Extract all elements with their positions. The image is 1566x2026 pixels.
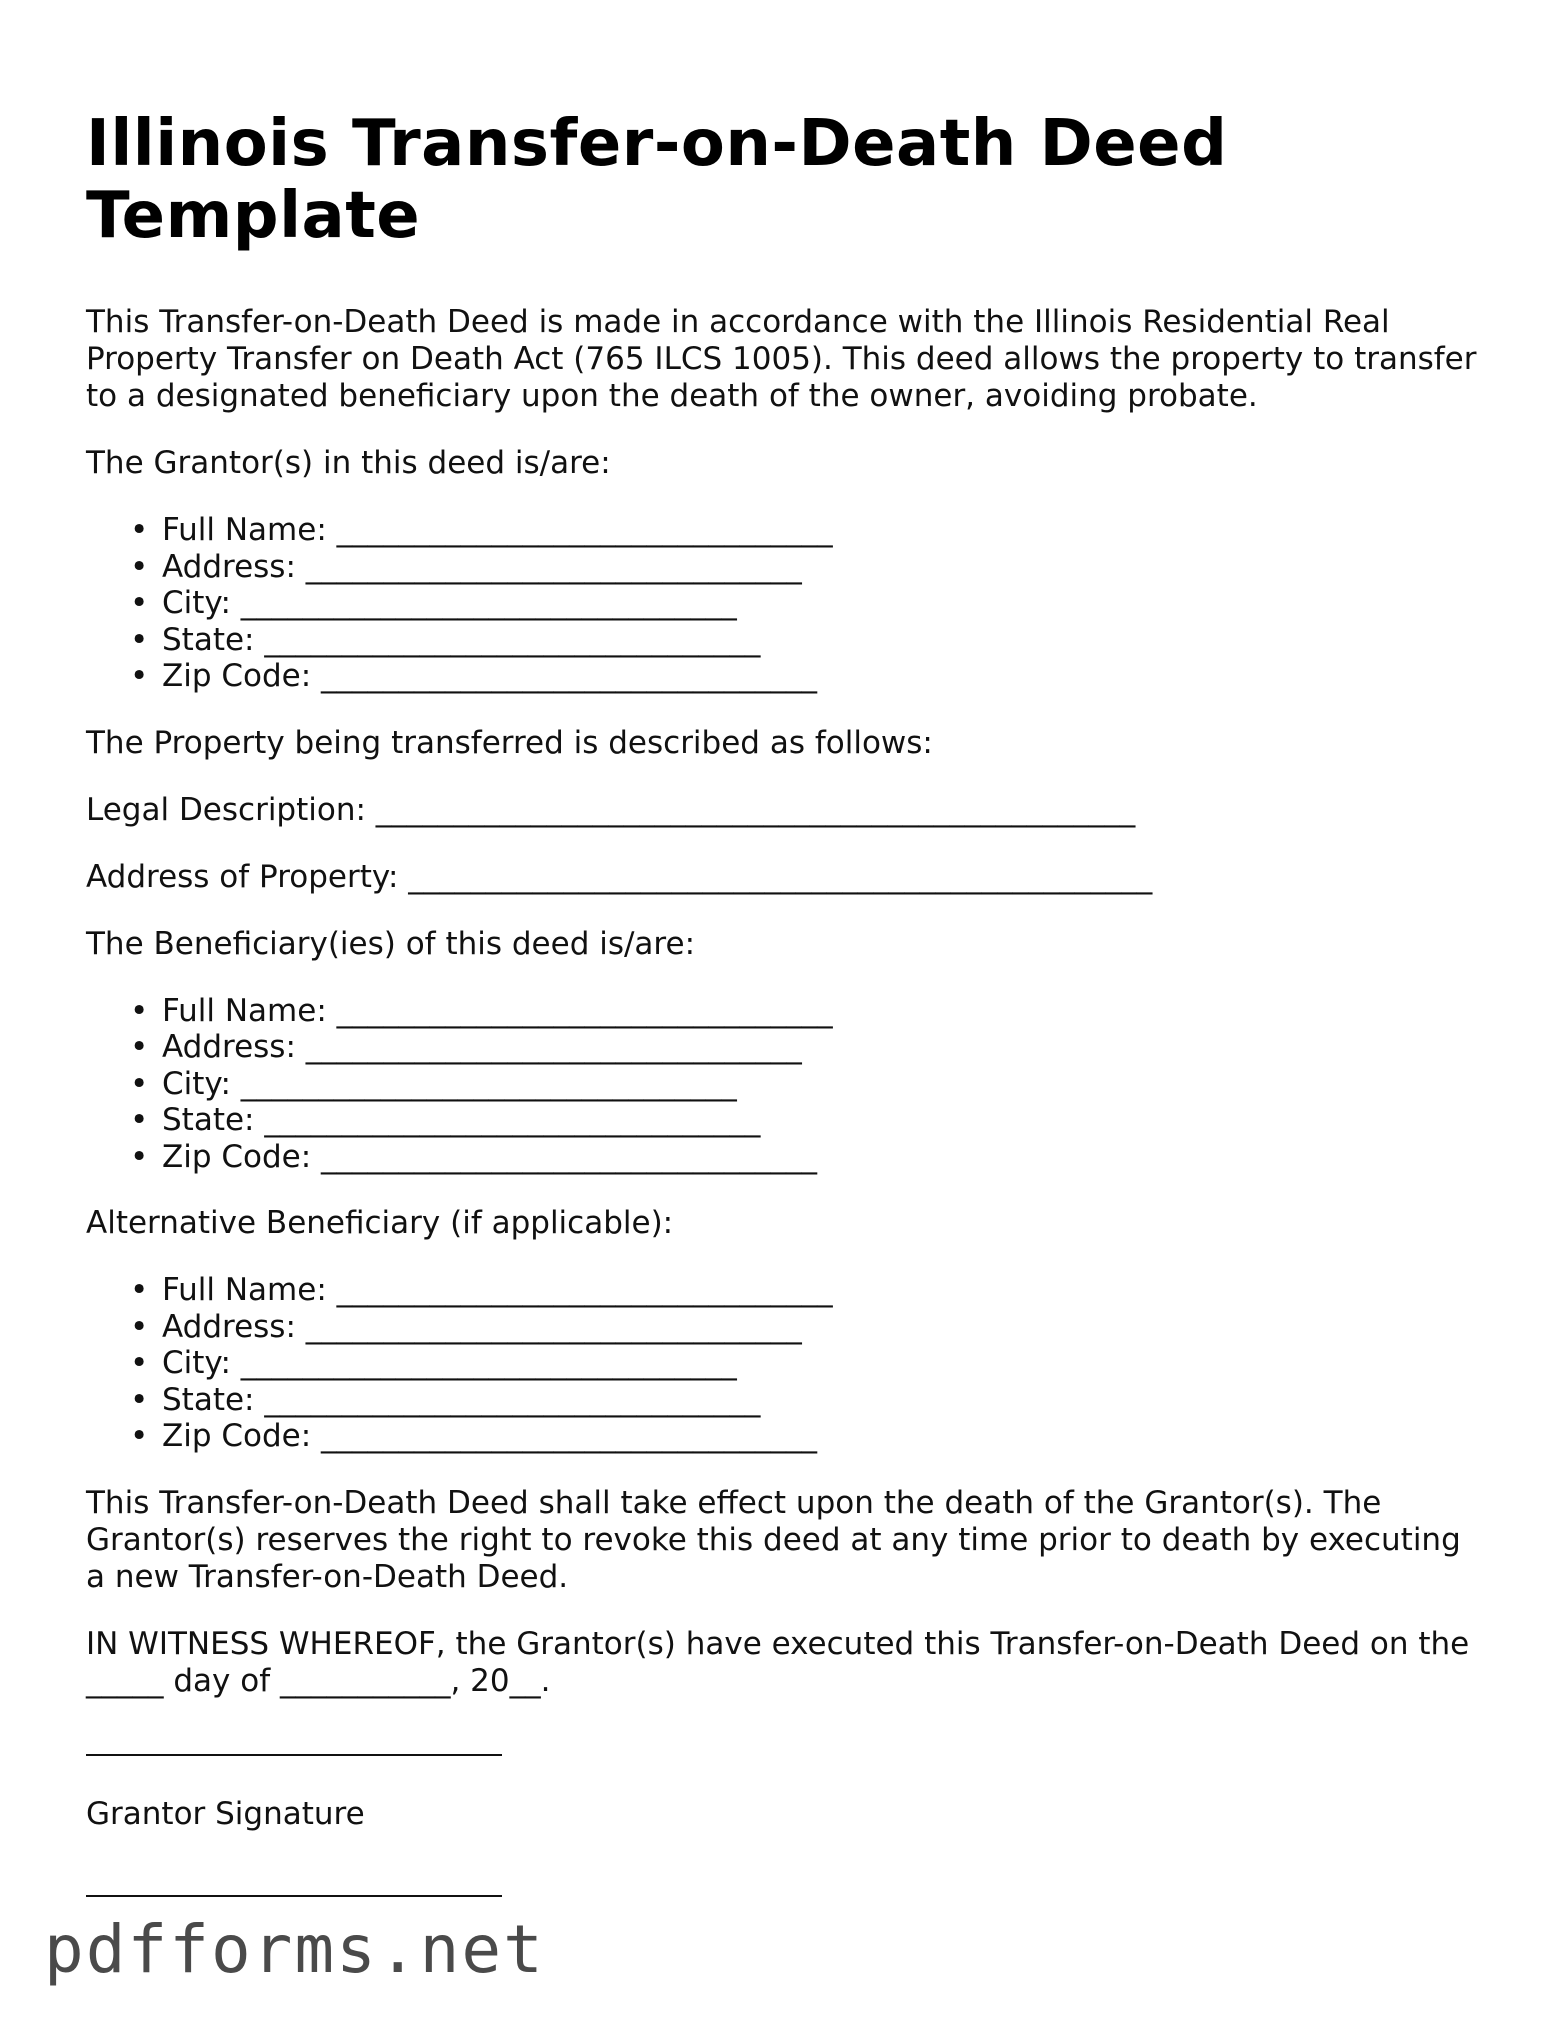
grantor-full-name-field[interactable]: [130, 512, 1486, 549]
beneficiary-state-field[interactable]: [130, 1102, 1486, 1139]
field-label: Zip Code: ________________________________: [162, 1418, 818, 1454]
field-label: State: ________________________________: [162, 1381, 761, 1418]
alt-beneficiary-state-field[interactable]: [130, 1381, 1486, 1419]
bullet-glyph: •: [130, 1029, 149, 1065]
beneficiary-city-field[interactable]: [130, 1065, 1486, 1103]
alt-beneficiary-heading: Alternative Beneficiary (if applicable):: [86, 1205, 674, 1241]
grantor-address-field[interactable]: [130, 548, 1486, 586]
second-signature-line[interactable]: [86, 1895, 502, 1897]
document-page: [86, 108, 1486, 1897]
field-label: Full Name: ________________________________: [162, 1272, 833, 1308]
alt-beneficiary-zip-field[interactable]: [130, 1418, 1486, 1455]
bullet-glyph: •: [130, 1418, 149, 1454]
beneficiary-zip-field[interactable]: [130, 1138, 1486, 1176]
field-label: Address: ________________________________: [162, 548, 802, 585]
field-label: Zip Code: ________________________________: [162, 1138, 818, 1175]
field-label: City: ________________________________: [162, 1345, 737, 1381]
bullet-glyph: •: [130, 585, 149, 621]
bullet-glyph: •: [130, 512, 149, 548]
field-label: State: ________________________________: [162, 1102, 761, 1138]
intro-paragraph: This Transfer-on-Death Deed is made in accordance with the Illinois Residential Real Property Transfer on Death Act (765 ILCS 1005). This deed allows the property to transfer to a designated beneficiary upon the death of the owner, avoiding probate.: [86, 304, 1477, 414]
field-label: Full Name: ________________________________: [162, 512, 833, 548]
legal-description-field[interactable]: Legal Description: _________________________________________________: [86, 791, 1136, 828]
effect-clause: This Transfer-on-Death Deed shall take effect upon the death of the Grantor(s). The Grantor(s) reserves the right to revoke this deed at any time prior to death by executing a new Transfer-on-Death Deed.: [86, 1484, 1461, 1595]
watermark-logo: pdfforms.net: [44, 1911, 545, 1988]
alt-beneficiary-address-field[interactable]: [130, 1308, 1486, 1346]
field-label: City: ________________________________: [162, 1065, 737, 1102]
property-heading: The Property being transferred is described as follows:: [86, 724, 933, 761]
alt-beneficiary-full-name-field[interactable]: [130, 1272, 1486, 1309]
alt-beneficiary-fields-list: [86, 1272, 1486, 1455]
bullet-glyph: •: [130, 621, 149, 658]
grantor-signature-line[interactable]: [86, 1754, 502, 1756]
grantor-fields-list: [86, 512, 1486, 695]
grantor-heading: The Grantor(s) in this deed is/are:: [86, 445, 611, 481]
bullet-glyph: •: [130, 1308, 149, 1345]
bullet-glyph: •: [130, 658, 149, 694]
grantor-state-field[interactable]: [130, 621, 1486, 659]
field-label: Full Name: ________________________________: [162, 992, 833, 1029]
alt-beneficiary-city-field[interactable]: [130, 1345, 1486, 1382]
bullet-glyph: •: [130, 1381, 149, 1418]
grantor-city-field[interactable]: [130, 585, 1486, 622]
field-label: City: ________________________________: [162, 585, 737, 621]
bullet-glyph: •: [130, 548, 149, 585]
field-label: Address: ________________________________: [162, 1029, 802, 1065]
field-label: Zip Code: ________________________________: [162, 658, 818, 694]
bullet-glyph: •: [130, 1138, 149, 1175]
bullet-glyph: •: [130, 992, 149, 1029]
witness-clause[interactable]: IN WITNESS WHEREOF, the Grantor(s) have executed this Transfer-on-Death Deed on the _____ day of ___________, 20__.: [86, 1625, 1470, 1699]
field-label: State: ________________________________: [162, 621, 761, 658]
bullet-glyph: •: [130, 1065, 149, 1102]
grantor-zip-field[interactable]: [130, 658, 1486, 695]
property-address-field[interactable]: Address of Property: ________________________________________________: [86, 858, 1153, 895]
document-title: Illinois Transfer-on-Death Deed Template: [86, 107, 1228, 253]
bullet-glyph: •: [130, 1345, 149, 1381]
bullet-glyph: •: [130, 1102, 149, 1138]
grantor-signature-label: Grantor Signature: [86, 1795, 365, 1832]
bullet-glyph: •: [130, 1272, 149, 1308]
beneficiary-heading: The Beneficiary(ies) of this deed is/are:: [86, 925, 696, 962]
field-label: Address: ________________________________: [162, 1308, 802, 1345]
beneficiary-address-field[interactable]: [130, 1029, 1486, 1066]
beneficiary-fields-list: [86, 993, 1486, 1176]
beneficiary-full-name-field[interactable]: [130, 992, 1486, 1030]
